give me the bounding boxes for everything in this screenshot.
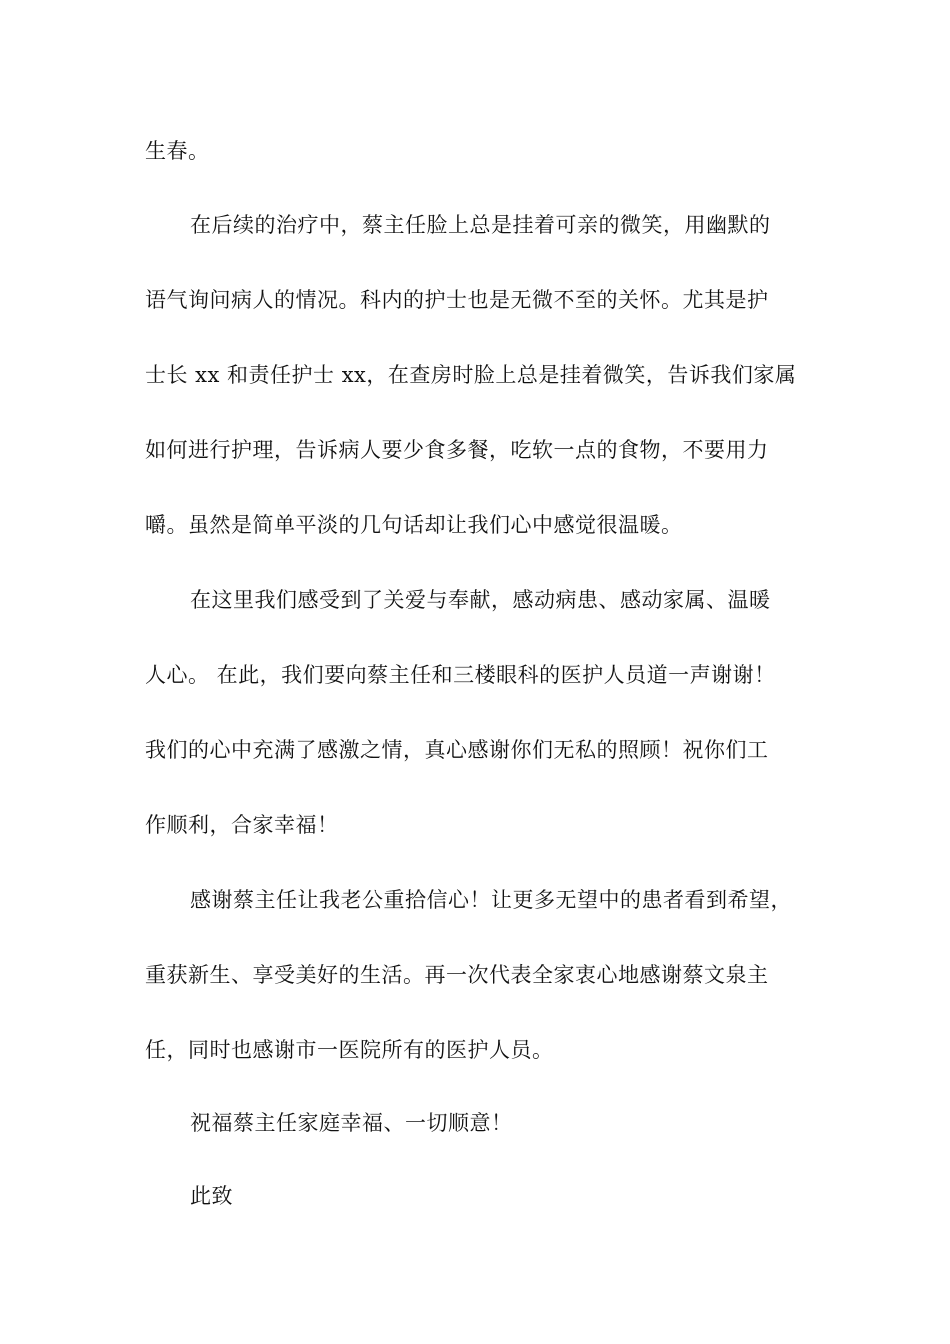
text-line: 生春。	[145, 139, 210, 163]
text-line: 人心。 在此，我们要向蔡主任和三楼眼科的医护人员道一声谢谢！	[145, 663, 776, 687]
text-line: 士长 xx 和责任护士 xx，在查房时脸上总是挂着微笑，告诉我们家属	[145, 363, 797, 387]
text-line: 重获新生、享受美好的生活。再一次代表全家衷心地感谢蔡文泉主	[145, 963, 769, 987]
text-line: 我们的心中充满了感激之情，真心感谢你们无私的照顾！祝你们工	[145, 738, 769, 762]
text-line: 语气询问病人的情况。科内的护士也是无微不至的关怀。尤其是护	[145, 288, 769, 312]
text-line: 任，同时也感谢市一医院所有的医护人员。	[145, 1038, 554, 1062]
paragraph-first-line: 在后续的治疗中，蔡主任脸上总是挂着可亲的微笑，用幽默的	[190, 213, 771, 237]
paragraph-first-line: 感谢蔡主任让我老公重拾信心！让更多无望中的患者看到希望，	[190, 888, 792, 912]
text-line: 嚼。虽然是简单平淡的几句话却让我们心中感觉很温暖。	[145, 513, 683, 537]
blessing-line: 祝福蔡主任家庭幸福、一切顺意！	[190, 1111, 513, 1135]
closing-salutation: 此致	[190, 1184, 233, 1208]
text-line: 作顺利，合家幸福！	[145, 813, 339, 837]
text-line: 如何进行护理，告诉病人要少食多餐，吃软一点的食物，不要用力	[145, 438, 769, 462]
paragraph-first-line: 在这里我们感受到了关爱与奉献，感动病患、感动家属、温暖	[190, 588, 771, 612]
